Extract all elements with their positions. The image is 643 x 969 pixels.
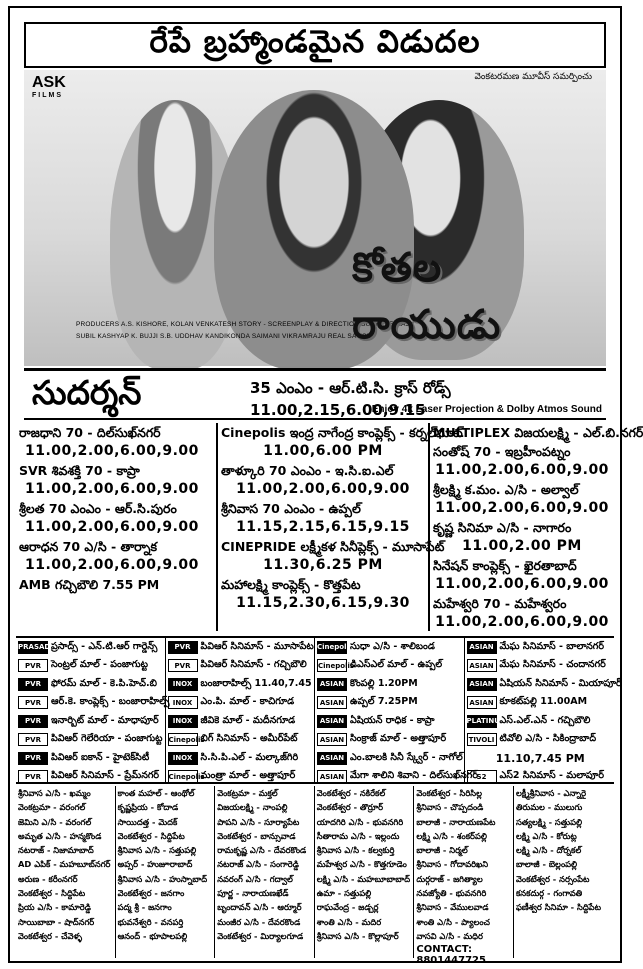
- town-theatre: బాలాజీ - నారాయణపేట: [416, 816, 496, 827]
- town-theatre: శ్రీనివాస ఎ/సి - ఖమ్మం: [18, 788, 91, 798]
- theatre-entry: సినేషన్ కాంప్లెక్స్ - ఖైరతాబాద్: [433, 558, 577, 573]
- town-theatre: వెంకటేశ్వర - నకిరేకల్: [316, 788, 386, 798]
- multiplex-text: కొంపల్లి 1.20PM: [350, 677, 418, 689]
- multiplex-text: ఎం.పి. మాల్ - కాచిగూడ: [200, 696, 295, 708]
- multiplex-row: [16, 657, 165, 676]
- theatre-entry: తాళ్కూరి 70 ఎంఎం - ఇ.సి.ఐ.ఎల్: [221, 463, 394, 478]
- chain-logo: S2: [467, 770, 497, 783]
- town-theatre: సత్యలక్ష్మి - సత్తుపల్లి: [515, 816, 583, 827]
- chain-logo: ASIAN: [317, 696, 347, 709]
- multiplex-text: ఇనార్బిట్ మాల్ - మాధాపూర్: [51, 714, 159, 726]
- main-theatre-info: 35 ఎంఎం - ఆర్.టి.సి. క్రాస్ రోడ్స్ 11.00,2.15,6.00,9.15: [250, 379, 451, 419]
- chain-logo: TIVOLI: [467, 733, 497, 746]
- town-theatre: నవజ్యోతి - భువనగిరి: [416, 888, 487, 899]
- multiplex-text: పివిఆర్ సినిమాస్ - మూసాపేట: [200, 640, 314, 652]
- multiplex-row: [465, 638, 615, 657]
- town-theatre: అరుణ - కరీంనగర్: [18, 873, 78, 884]
- town-theatre: లక్ష్మి ఎ/సి - కోరుట్ల: [515, 830, 577, 841]
- theatre-entry: AMB గచ్చిబౌలి 7.55 PM: [19, 577, 160, 592]
- town-column-1: [16, 786, 116, 958]
- district-theatres: [16, 786, 614, 967]
- chain-logo: ASIAN: [317, 770, 347, 783]
- multiplex-row: [16, 712, 165, 731]
- multiplex-row: [16, 731, 165, 750]
- studio-logo: ASK FILMS: [32, 74, 66, 99]
- multiplex-text: సింక్రాజ్ మాల్ - అత్తాపూర్: [350, 733, 447, 745]
- theatre-column-1: [16, 423, 218, 631]
- multiplex-text: మంత్రా మాల్ - అత్తాపూర్: [200, 770, 296, 782]
- town-theatre: పాపని ఎ/సి - సూర్యాపేట: [217, 816, 300, 827]
- multiplex-text: పివిఆర్ ఐకాన్ - హైటెక్‌సిటీ: [51, 751, 150, 763]
- town-theatre: పద్మ శ్రీ - జనగాం: [117, 902, 172, 913]
- show-times: 11.00,6.00 PM: [263, 443, 383, 459]
- town-theatre: ప్రియ ఎ/సి - కామారెడ్డి: [18, 902, 91, 913]
- show-times: 11.15,2.15,6.15,9.15: [236, 519, 410, 535]
- theatre-entry: మహేశ్వరి 70 - మహేశ్వరం: [433, 596, 567, 611]
- town-theatre: పూర్ణ - నారాయణఖేడ్: [217, 888, 289, 899]
- chain-logo: ASIAN: [467, 696, 497, 709]
- multiplex-row: [16, 749, 165, 768]
- multiplex-row: [315, 749, 464, 768]
- chain-logo: ASIAN: [467, 659, 497, 672]
- show-times: 11.00,2.00 PM: [462, 538, 582, 554]
- town-theatre: నవరంగ్ ఎ/సి - గద్వాల్: [217, 873, 293, 884]
- multiplex-row: [166, 749, 315, 768]
- town-theatre: ఉమా - సత్తుపల్లి: [316, 888, 372, 899]
- multiplex-row: [16, 638, 165, 657]
- chain-logo: PVR: [18, 678, 48, 691]
- multiplex-text: ఏషియన్ రాధిక - కాప్రా: [350, 714, 435, 726]
- multiplex-text: ఫోరమ్ మాల్ - కె.పి.హెచ్.బి: [51, 677, 157, 689]
- theatre-entry: MULTIPLEX విజయలక్ష్మి - ఎల్.బి.నగర్: [433, 425, 643, 440]
- chain-logo: ASIAN: [317, 752, 347, 765]
- multiplex-text: ఉప్పల్ 7.25PM: [350, 696, 418, 708]
- show-times: 11.00,2.00,6.00,9.00: [25, 519, 199, 535]
- theatre-entry: మహాలక్ష్మి కాంప్లెక్స్ - కొత్తపేట: [221, 577, 361, 592]
- chain-logo: PVR: [18, 733, 48, 746]
- multiplex-text: జీవికె మాల్ - మదీనగూడ: [200, 714, 296, 726]
- chain-logo: ASIAN: [317, 678, 347, 691]
- multiplex-text: పివిఆర్ గెలేరియా - పంజాగుట్ట: [51, 733, 163, 745]
- theatre-grid: [16, 423, 643, 631]
- multiplex-row: [465, 657, 615, 676]
- multiplex-text: బిగ్ సినిమాస్ - అమీర్‌పేట్: [200, 733, 298, 745]
- town-theatre: దుర్గరాజ్ - జగిత్యాల: [416, 873, 483, 884]
- multiplex-text: 11.10,7.45 PM: [495, 751, 585, 765]
- multiplex-row: [166, 638, 315, 657]
- multiplex-row: [16, 694, 170, 713]
- multiplex-row: [465, 749, 615, 768]
- town-theatre: వెంకటేశ్వర - బాన్సువాడ: [217, 830, 296, 841]
- movie-poster: [24, 70, 606, 366]
- town-theatre: వెంకటేశ్వర - తొర్రూర్: [316, 802, 384, 813]
- town-theatre: నటరాజ్ ఎ/సి - సంగారెడ్డి: [217, 859, 299, 870]
- chain-logo: ASIAN: [467, 678, 497, 691]
- show-times: 11.15,2.30,6.15,9.30: [236, 595, 410, 611]
- theatre-entry: SVR శివశక్తి 70 - కాప్రా: [19, 463, 140, 478]
- chain-logo: PRASADS: [18, 641, 48, 654]
- theatre-entry: శ్రీలత 70 ఎంఎం - ఆర్.సి.పురం: [19, 501, 177, 516]
- multiplex-column-2: [166, 638, 316, 782]
- town-theatre: కృష్ణప్రియ - కోదాడ: [117, 802, 179, 813]
- multiplex-text: బంజారాహిల్స్ 11.40,7.45: [200, 677, 312, 689]
- town-theatre: శ్రీనివాస - గోదావరిఖని: [416, 859, 489, 870]
- poster-credits: PRODUCERS A.S. KISHORE, KOLAN VENKATESH STORY - SCREENPLAY & DIRECTION SUDHEER RAJU SUBIL KASHYAP K. BUJJI S.B. UDDHAV KANDIKONDA SAIMANI VIKRAMRAJU REAL SATISH: [76, 321, 415, 340]
- chain-logo: INOX: [168, 678, 198, 691]
- town-theatre: శాంతి ఎ/సి - ప్యాలంచ: [416, 916, 490, 927]
- chain-logo: ASIAN: [467, 641, 497, 654]
- town-column-5: [414, 786, 514, 967]
- town-theatre: వెంకటేశ్వర - చేవెళ్ళ: [18, 930, 83, 941]
- chain-logo: Cinepolis: [317, 659, 347, 672]
- theatre-entry: రాజధాని 70 - దిల్‌సుఖ్‌నగర్: [19, 425, 161, 440]
- multiplex-row: [465, 731, 615, 750]
- chain-logo: PVR: [168, 641, 198, 654]
- town-theatre: కాంత మహల్ - ఆంథోల్: [117, 788, 195, 798]
- town-theatre: వెంకట్రమా - మక్తల్: [217, 788, 278, 798]
- main-theatre: [24, 368, 606, 420]
- show-times: 11.00,2.00,6.00,9.00: [236, 481, 410, 497]
- multiplex-text: డిఎస్ఎల్ మాల్ - ఉప్పల్: [350, 659, 443, 671]
- multiplex-text: మేఘ సినిమాస్ - బాలానగర్: [499, 640, 604, 652]
- multiplex-row: [16, 675, 165, 694]
- town-theatre: వెంకటేశ్వర - సిద్దిపేట: [18, 888, 86, 899]
- town-theatre: భువనేశ్వరి - వనపర్తి: [117, 916, 184, 927]
- town-theatre: సీతారామ ఎ/సి - ఇల్లందు: [316, 830, 400, 841]
- multiplex-column-4: [465, 638, 622, 782]
- town-theatre: జెమిని ఎ/సి - వరంగల్: [18, 816, 92, 827]
- chain-logo: Cinepolis: [168, 733, 198, 746]
- town-theatre: మంజీర ఎ/సి - దేవరకొండ: [217, 916, 301, 927]
- town-column-4: [315, 786, 415, 958]
- chain-logo: PVR: [168, 659, 198, 672]
- release-banner: రేపే బ్రహ్మాండమైన విడుదల: [24, 22, 606, 68]
- town-theatre: లక్ష్మీశ్రీనివాస - ఎన్నారై: [515, 788, 587, 798]
- presenter-text: వెంకటరమణ మూవీస్ సమర్పించు: [474, 72, 592, 82]
- town-theatre: లక్ష్మి ఎ/సి - శంకర్‌పల్లి: [416, 830, 487, 841]
- multiplex-row: [16, 768, 165, 787]
- chain-logo: PVR: [18, 770, 48, 783]
- multiplex-row: [315, 731, 464, 750]
- town-theatre: శ్రీనివాస ఎ/సి - కొల్లాపూర్: [316, 930, 399, 941]
- town-theatre: శ్రీనివాస ఎ/సి - హుస్నాబాద్: [117, 873, 208, 884]
- town-theatre: రాఘవేంద్ర - జడ్చర్ల: [316, 902, 379, 913]
- town-theatre: విజయలక్ష్మి - నాంపల్లి: [217, 802, 288, 813]
- town-theatre: ఫణీశ్వర సినిమా - సిద్దిపేట: [515, 902, 601, 913]
- show-times: 11.00,2.00,6.00,9.00: [435, 500, 609, 516]
- town-theatre: సాయిదత్త - మెదక్: [117, 816, 178, 827]
- multiplex-row: [315, 657, 464, 676]
- multiplex-text: సుధా ఎ/సి - శాలిబండ: [350, 640, 435, 652]
- town-theatre: వాసవి ఎ/సి - మధిర: [416, 930, 483, 941]
- town-theatre: సాయిబాబా - షాద్‌నగర్: [18, 916, 95, 927]
- town-theatre: బాలాజీ - బెల్లంపల్లి: [515, 859, 578, 870]
- multiplex-grid: [16, 636, 622, 784]
- town-column-2: [116, 786, 216, 958]
- multiplex-text: మేఘ సినిమాస్ - చందానగర్: [499, 659, 606, 671]
- main-theatre-feature: Enjoy 4k Laser Projection & Dolby Atmos Sound: [371, 404, 602, 415]
- theatre-entry: ఆరాధన 70 ఎ/సి - తార్నాక: [19, 539, 157, 554]
- theatre-entry: కృష్ణ సినిమా ఎ/సి - నాగారం: [433, 520, 572, 535]
- multiplex-column-3: [315, 638, 478, 782]
- town-theatre: నటరాజ్ - నిజామాబాద్: [18, 845, 94, 856]
- chain-logo: INOX: [168, 752, 198, 765]
- town-theatre: శాంతి ఎ/సి - మదిర: [316, 916, 382, 927]
- town-theatre: బృందావన్ ఎ/సి - ఆర్మూర్: [217, 902, 302, 913]
- show-times: 11.00,2.00,6.00,9.00: [25, 481, 199, 497]
- town-column-6: [514, 786, 614, 958]
- show-times: 11.00,2.00,6.00,9.00: [25, 557, 199, 573]
- town-theatre: ఆనంద్ - భూపాలపల్లి: [117, 930, 188, 941]
- multiplex-text: పివిఆర్ సినిమాస్ - గచ్చిబౌలి: [200, 659, 307, 671]
- town-theatre: బాలాజీ - నిర్మల్: [416, 845, 468, 856]
- show-times: 11.30,6.25 PM: [263, 557, 383, 573]
- town-theatre: వెంకటేశ్వర - జనగాం: [117, 888, 185, 899]
- multiplex-text: ఆర్.కె. కాంప్లెక్స్ - బంజారాహిల్స్: [51, 696, 170, 708]
- town-theatre: వెంకటేశ్వర - సిరిసిల్ల: [416, 788, 482, 798]
- show-times: 11.00,2.00,6.00,9.00: [25, 443, 199, 459]
- chain-logo: INOX: [168, 696, 198, 709]
- multiplex-row: [315, 768, 478, 787]
- town-theatre: యాదగిరి ఎ/సి - భువనగిరి: [316, 816, 404, 827]
- multiplex-row: [315, 712, 464, 731]
- chain-logo: Cinepolis: [168, 770, 198, 783]
- town-theatre: లక్ష్మి ఎ/సి - మహబూబాబాద్: [316, 873, 411, 884]
- town-theatre: అప్సర్ - హుజూరాబాద్: [117, 859, 193, 870]
- theatre-entry: శ్రీలక్ష్మి క.మం. ఎ/సి - అల్వాల్: [433, 482, 579, 497]
- chain-logo: ASIAN: [317, 733, 347, 746]
- multiplex-text: ఏషియన్ సినిమాస్ - మియాపూర్: [499, 677, 622, 689]
- chain-logo: ASIAN: [317, 715, 347, 728]
- town-column-3: [215, 786, 315, 958]
- town-theatre: శ్రీనివాస ఎ/సి - సత్తుపల్లి: [117, 845, 197, 856]
- multiplex-row: [166, 712, 315, 731]
- theatre-entry: శ్రీనివాస 70 ఎంఎం - ఉప్పల్: [221, 501, 361, 516]
- town-theatre: వెంకట్రమా - వరంగల్: [18, 802, 86, 813]
- town-theatre: వెంకటేశ్వర - నర్సంపేట: [515, 873, 590, 884]
- multiplex-text: ఎస్2 సినిమాస్ - మలాపూర్: [499, 770, 604, 782]
- multiplex-row: [166, 731, 315, 750]
- town-theatre: శ్రీనివాస - చొప్పదండి: [416, 802, 484, 813]
- town-theatre: లక్ష్మి ఎ/సి - దోర్నకల్: [515, 845, 582, 856]
- chain-logo: Cinepolis: [317, 641, 347, 654]
- chain-logo: PLATINUM: [467, 715, 497, 728]
- multiplex-text: పివిఆర్ సినిమాస్ - ప్రేమ్‌నగర్: [51, 770, 160, 782]
- theatre-entry: CINEPRIDE లక్ష్మీకళ సినీప్లెక్స్ - మూసాపేట్: [221, 539, 445, 554]
- chain-logo: PVR: [18, 659, 48, 672]
- town-theatre: శ్రీనివాస ఎ/సి - కల్వకుర్తి: [316, 845, 395, 856]
- multiplex-row: [465, 694, 615, 713]
- theatre-entry: Cinepolis ఇంద్ర నాగేంద్ర కాంప్లెక్స్ - కర్నల్‌ఘాట్: [221, 425, 463, 440]
- movie-title: కోతల రాయుడు: [352, 244, 502, 348]
- show-times: 11.00,2.00,6.00,9.00: [435, 462, 609, 478]
- town-theatre: కనకదుర్గ - గంగావతి: [515, 888, 583, 899]
- multiplex-row: [315, 675, 464, 694]
- multiplex-text: ఎస్.ఎల్.ఎన్ - గచ్చిబౌలి: [499, 714, 591, 726]
- theatre-column-3: [430, 423, 643, 631]
- show-times: 11.00,2.00,6.00,9.00: [435, 576, 609, 592]
- chain-logo: PVR: [18, 715, 48, 728]
- multiplex-row: [465, 675, 622, 694]
- multiplex-row: [166, 657, 315, 676]
- town-theatre: AD ఎపిక్ - మహబూబ్‌నగర్: [18, 859, 111, 870]
- theatre-entry: సంతోష్ 70 - ఇబ్రహీంపట్నం: [433, 444, 571, 459]
- multiplex-text: కూకట్‌పల్లి 11.00AM: [499, 696, 588, 708]
- town-theatre: వెంకటేశ్వర - మిర్యాలగూడ: [217, 930, 304, 941]
- town-theatre: శ్రీనివాస - వేములవాడ: [416, 902, 489, 913]
- multiplex-row: [465, 712, 615, 731]
- multiplex-row: [166, 675, 315, 694]
- town-theatre: వెంకటేశ్వర - సిద్దిపేట: [117, 830, 185, 841]
- multiplex-text: టివోలి ఎ/సి - సికింద్రాబాద్: [499, 733, 597, 745]
- town-theatre: అమృత ఎ/సి - హన్మకొండ: [18, 830, 102, 841]
- multiplex-text: ప్రసాద్స్ - ఎన్.టి.ఆర్ గార్డెన్స్: [51, 640, 158, 652]
- multiplex-row: [166, 768, 315, 787]
- multiplex-text: ఎం.బాలకి సినీ స్క్వేర్ - నాగోల్: [350, 751, 463, 763]
- main-theatre-name: సుదర్శన్: [32, 373, 142, 412]
- chain-logo: PVR: [18, 696, 48, 709]
- town-theatre: రామకృష్ణ ఎ/సి - దేవరకొండ: [217, 845, 307, 856]
- contact-number: CONTACT: 8801447725: [416, 944, 486, 967]
- multiplex-text: సెంట్రల్ మాల్ - పంజాగుట్ట: [51, 659, 148, 671]
- theatre-column-2: [218, 423, 463, 631]
- chain-logo: INOX: [168, 715, 198, 728]
- show-times: 11.00,2.00,6.00,9.00: [435, 614, 609, 630]
- multiplex-row: [465, 768, 615, 787]
- multiplex-text: మేగా శాలిని శివాని - దిల్‌సుఖ్‌నగర్: [350, 770, 478, 782]
- chain-logo: PVR: [18, 752, 48, 765]
- multiplex-text: సి.సి.పి.ఎల్ - మల్కాజ్‌గిరి: [200, 751, 299, 763]
- multiplex-row: [315, 694, 464, 713]
- town-theatre: తిరుమల - ములుగు: [515, 802, 583, 813]
- multiplex-row: [166, 694, 315, 713]
- multiplex-column-1: [16, 638, 170, 782]
- multiplex-row: [315, 638, 464, 657]
- town-theatre: మహేశ్వర ఎ/సి - కొత్తగూడెం: [316, 859, 407, 870]
